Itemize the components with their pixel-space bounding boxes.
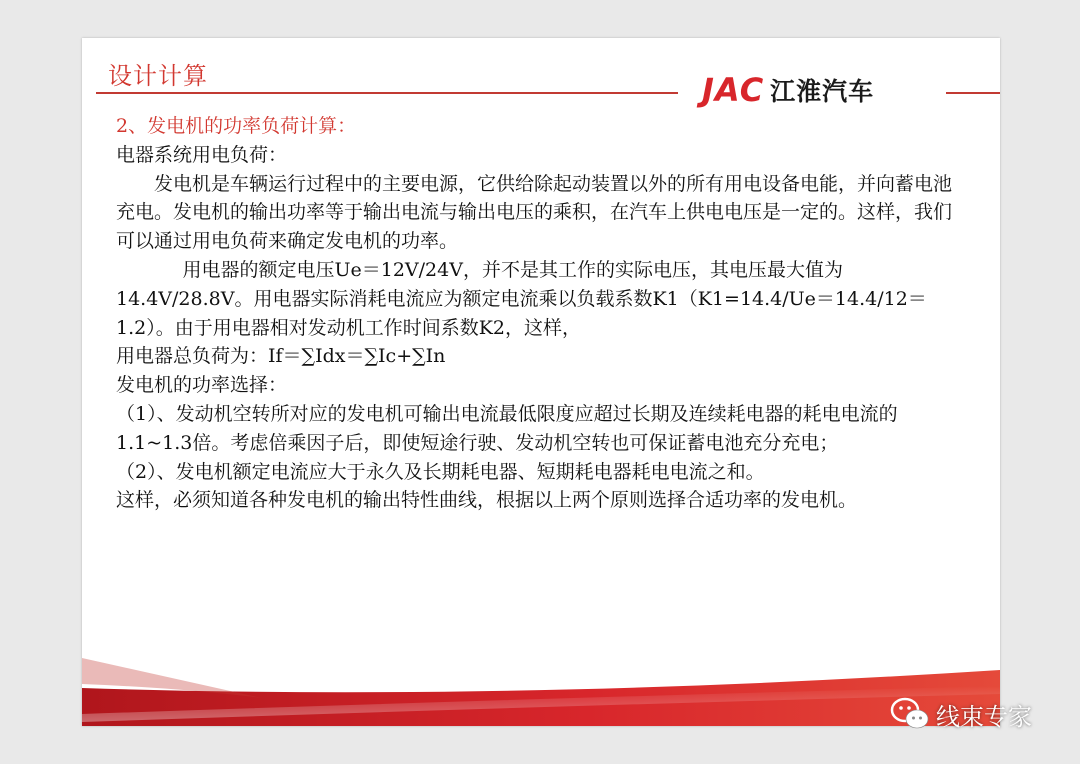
paragraph-conclusion: 这样，必须知道各种发电机的输出特性曲线，根据以上两个原则选择合适功率的发电机。 bbox=[116, 489, 858, 512]
watermark-text: 线束专家 bbox=[936, 702, 1032, 731]
header-rule-right bbox=[946, 92, 1000, 94]
paragraph-rule-1: （1）、发动机空转所对应的发电机可输出电流最低限度应超过长期及连续耗电器的耗电电流的1.1~1.3倍。考虑倍乘因子后，即使短途行驶、发动机空转也可保证蓄电池充分充电； bbox=[116, 402, 898, 454]
paragraph-generator-intro: 发电机是车辆运行过程中的主要电源，它供给除起动装置以外的所有用电设备电能，并向蓄电池充电。发电机的输出功率等于输出电流与输出电压的乘积，在汽车上供电电压是一定的。这样，我们可以通过用电负荷来确定发电机的功率。 bbox=[116, 172, 953, 253]
slide-title: 设计计算 bbox=[108, 62, 208, 90]
watermark bbox=[890, 696, 1032, 732]
logo-latin: JAC bbox=[702, 71, 765, 109]
paragraph-rule-2: （2）、发电机额定电流应大于永久及长期耗电器、短期耗电器耗电电流之和。 bbox=[116, 460, 765, 483]
slide-body bbox=[116, 112, 966, 515]
section-subtitle: 2、发电机的功率负荷计算： bbox=[116, 115, 357, 137]
bottom-decor-band bbox=[82, 658, 1000, 726]
wechat-icon bbox=[890, 696, 930, 732]
header-rule-left bbox=[96, 92, 678, 94]
jac-logo bbox=[702, 73, 874, 107]
paragraph-rated-voltage: 用电器的额定电压Ue＝12V/24V，并不是其工作的实际电压，其电压最大值为14.4V/28.8V。用电器实际消耗电流应为额定电流乘以负载系数K1（K1=14.4/Ue＝14.4/12＝1.2）。由于用电器相对发动机工作时间系数K2，这样， bbox=[116, 258, 927, 339]
logo-chinese: 江淮汽车 bbox=[770, 77, 875, 106]
paragraph-load-heading: 电器系统用电负荷： bbox=[116, 143, 288, 166]
paragraph-total-load: 用电器总负荷为：If＝∑Idx＝∑Ic+∑In bbox=[116, 345, 446, 368]
slide bbox=[82, 38, 1000, 726]
paragraph-power-selection: 发电机的功率选择： bbox=[116, 374, 288, 397]
